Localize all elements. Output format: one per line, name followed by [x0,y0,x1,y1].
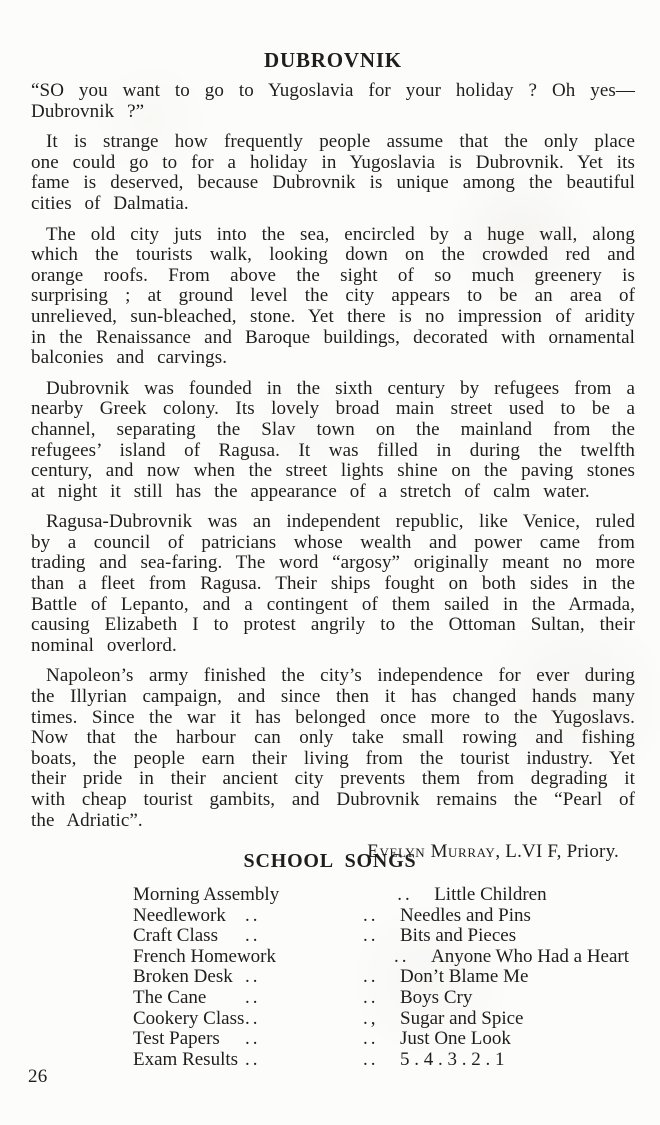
byline-author: Evelyn Murray [367,841,496,863]
school-songs-section [0,849,660,1070]
article-paragraph-6: Napoleon’s army finished the city’s independence for ever during the Illyrian campaign, and since then it has changed hands many times. Since the war it has belonged once more to the Yugoslavs. Now that the harbour can only take small rowing and fishing boats, the people earn their living from the tourist industry. Yet their pride in their ancient city prevents them from degrading it with cheap tourist gambits, and Dubrovnik remains the “Pearl of the Adriatic”. [31,665,635,831]
song-row [0,1050,660,1071]
dot-leader: .. [363,925,379,947]
song-title: 5 . 4 . 3 . 2 . 1 [400,1048,505,1070]
song-occasion: Needlework [133,904,226,926]
dot-leader: .. [245,986,261,1008]
song-row [0,1029,660,1050]
song-title: Sugar and Spice [400,1007,524,1029]
song-row [0,947,660,968]
song-occasion: French Homework [133,945,276,967]
dot-leader: .. [245,1007,261,1029]
article-paragraph-3: The old city juts into the sea, encircled by a huge wall, along which the tourists walk, looking down on the crowded red and orange roofs. From above the sight of so much greenery is surprising ; at ground level the city appears to be an area of unrelieved, sun-bleached, stone. Yet there is no impression of aridity in the Renaissance and Baroque buildings, decorated with ornamental balconies and carvings. [31,223,635,369]
song-title: Anyone Who Had a Heart [431,945,630,967]
song-row [0,926,660,947]
article-paragraph-5: Ragusa-Dubrovnik was an independent republic, like Venice, ruled by a council of patricians whose wealth and power came from trading and sea-faring. The word “argosy” originally meant no more than a fleet from Ragusa. Their ships fought on both sides in the Battle of Lepanto, and a contingent of them sailed in the Armada, causing Elizabeth I to protest angrily to the Ottoman Sultan, their nominal overlord. [31,511,635,656]
byline-detail: , L.VI F, Priory. [495,841,619,863]
song-occasion: Craft Class [133,925,218,947]
song-title: Little Children [434,884,547,905]
song-row [0,988,660,1009]
article-paragraph-1: “SO you want to go to Yugoslavia for your holiday ? Oh yes—Dubrovnik ?” [31,80,635,122]
dot-leader: ., [363,1007,379,1029]
song-title: Bits and Pieces [400,925,517,947]
dot-leader: .. [245,1028,261,1050]
song-occasion: Exam Results [133,1048,239,1070]
songs-title: SCHOOL SONGS [243,850,417,872]
dot-leader: .. [363,1048,379,1070]
song-title: Boys Cry [400,986,473,1008]
song-occasion: The Cane [133,986,207,1008]
dot-leader: .. [245,904,261,926]
song-title: Just One Look [400,1028,511,1050]
song-title: Don’t Blame Me [400,966,529,988]
dot-leader: .. [363,904,379,926]
dot-leader: .. [245,925,261,947]
songs-table [0,885,660,1070]
song-row [0,885,660,906]
dot-leader: .. [245,966,261,988]
dot-leader [276,947,394,968]
article-paragraph-2: It is strange how frequently people assume that the only place one could go to for a holiday in Yugoslavia is Dubrovnik. Yet its fame is deserved, because Dubrovnik is unique among the beautiful cities of Dalmatia. [31,131,635,214]
article-title: DUBROVNIK [264,48,402,72]
song-title: Needles and Pins [400,904,531,926]
song-occasion: Broken Desk [133,966,233,988]
dot-leader [279,885,397,906]
dot-leader: .. [363,986,379,1008]
song-occasion: Cookery Class [133,1007,245,1029]
dot-leader: .. [363,1028,379,1050]
dot-leader: .. [397,884,413,905]
song-row [0,967,660,988]
song-occasion: Morning Assembly [133,884,280,905]
page-number: 26 [28,1066,48,1087]
dot-leader: .. [245,1048,261,1070]
song-occasion: Test Papers [133,1028,220,1050]
song-row [0,1009,660,1030]
dot-leader: .. [394,945,410,967]
dot-leader: .. [363,966,379,988]
song-row [0,906,660,927]
article-paragraph-4: Dubrovnik was founded in the sixth century by refugees from a nearby Greek colony. Its lovely broad main street used to be a channel, separating the Slav town on the mainland from the refugees’ island of Ragusa. It was filled in during the twelfth century, and now when the street lights shine on the paving stones at night it still has the appearance of a stretch of calm water. [31,377,635,502]
